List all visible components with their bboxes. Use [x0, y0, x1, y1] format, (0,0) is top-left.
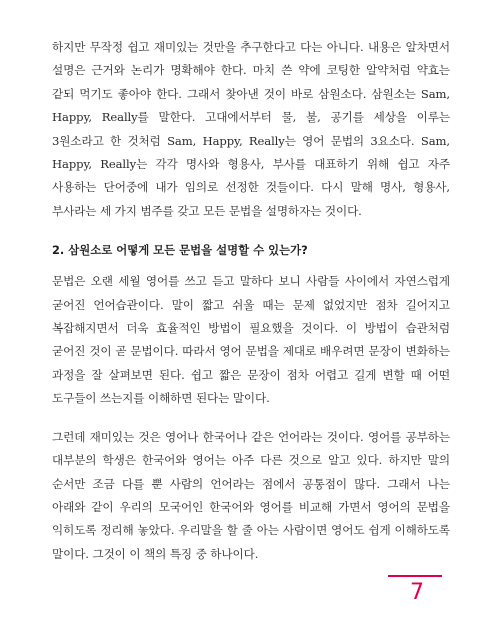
- page-number: 7: [410, 580, 424, 605]
- body-paragraph-1: 문법은 오랜 세월 영어를 쓰고 듣고 말하다 보니 사람들 사이에서 자연스럽게 굳어진 언어습관이다. 말이 짧고 쉬울 때는 문제 없었지만 점차 길어지고 복잡해지면서 더욱 효율적인 방법이 필요했을 것이다. 이 방법이 습관처럼 굳어진 것이 곧 문법이다. 따라서 영어 문법을 제대로 배우려면 문장이 변화하는 과정을 잘 살펴보면 된다. 쉽고 짧은 문장이 점차 어렵고 길게 변할 때 어떤 도구들이 쓰는지를 이해하면 된다는 말이다.: [52, 274, 450, 406]
- page-body: [52, 36, 450, 566]
- section-heading: 2. 삼원소로 어떻게 모든 문법을 설명할 수 있는가?: [52, 243, 308, 258]
- body-paragraph-2: 그런데 재미있는 것은 영어나 한국어나 같은 언어라는 것이다. 영어를 공부하는 대부분의 학생은 한국어와 영어는 아주 다른 것으로 알고 있다. 하지만 말의 순서만 조금 다를 뿐 사람의 언어라는 점에서 공통점이 많다. 그래서 나는 아래와 같이 우리의 모국어인 한국어와 영어를 비교해 가면서 영어의 문법을 익히도록 정리해 놓았다. 우리말을 할 줄 아는 사람이면 영어도 쉽게 이해하도록 말이다. 그것이 이 책의 특징 중 하나이다.: [52, 429, 450, 561]
- intro-paragraph: 하지만 무작정 쉽고 재미있는 것만을 추구한다고 다는 아니다. 내용은 알차면서 설명은 근거와 논리가 명확해야 한다. 마치 쓴 약에 코팅한 알약처럼 약효는 같되 먹기도 좋아야 한다. 그래서 찾아낸 것이 바로 삼원소다. 삼원소는 Sam, Happy, Really를 말한다. 고대에서부터 물, 불, 공기를 세상을 이루는 3원소라고 한 것처럼 Sam, Happy, Really는 영어 문법의 3요소다. Sam, Happy, Really는 각각 명사와 형용사, 부사를 대표하기 위해 쉽고 자주 사용하는 단어중에 내가 임의로 선정한 것들이다. 다시 말해 명사, 형용사, 부사라는 세 가지 범주를 갖고 모든 문법을 설명하자는 것이다.: [52, 40, 450, 218]
- footer-divider: [388, 575, 442, 577]
